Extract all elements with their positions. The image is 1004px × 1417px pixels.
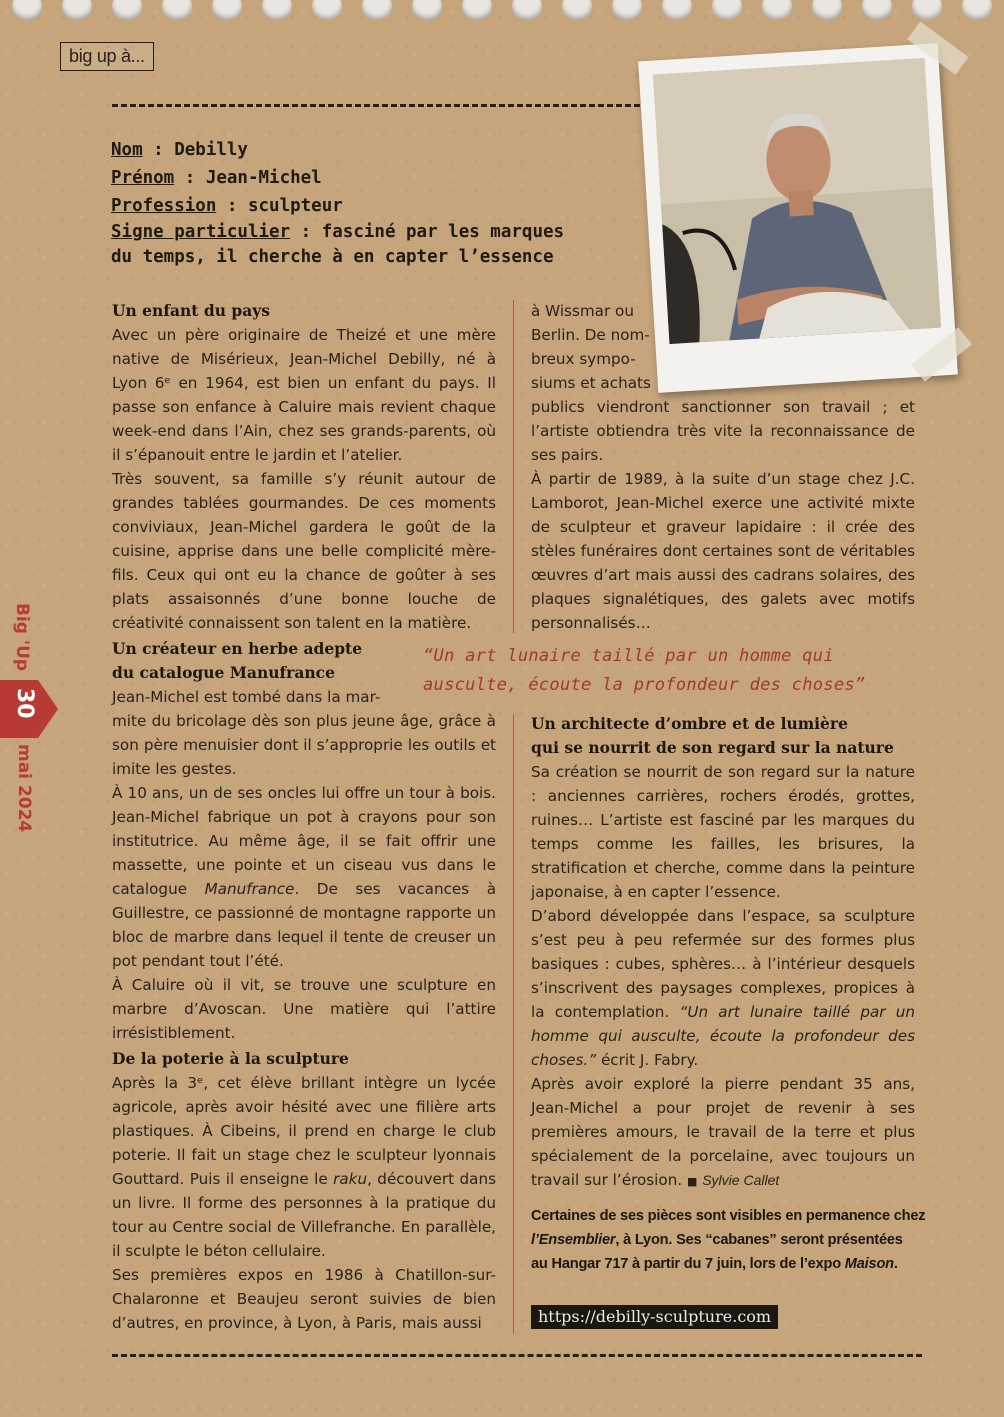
heading-createur-2: du catalogue Manufrance: [112, 663, 335, 682]
heading-architecte: Un architecte d’ombre et de lumière: [531, 714, 848, 733]
emphasis: Manufrance: [204, 880, 295, 898]
tape: [911, 327, 972, 382]
quote-line: “Un art lunaire taillé par un homme qui: [423, 646, 834, 666]
info-text: , à Lyon. Ses “cabanes” seront présentées: [615, 1232, 903, 1248]
profession-label: Profession: [111, 196, 217, 216]
side-date: mai 2024: [14, 744, 34, 833]
info-line: [531, 1252, 931, 1276]
end-mark: ■: [686, 1175, 698, 1188]
page-tab: [0, 680, 58, 738]
spiral-binding: [0, 0, 1004, 26]
column-rule: [513, 300, 514, 633]
column-rule: [513, 714, 514, 1334]
emphasis: Maison: [844, 1256, 894, 1272]
emphasis: raku: [333, 1170, 368, 1188]
left-column: [112, 299, 496, 1335]
side-brand: Big 'Up: [12, 603, 32, 672]
info-text: au Hangar 717 à partir du 7 juin, lors de l’expo: [531, 1256, 841, 1272]
paragraph-text: , découvert dans un livre. Il forme des personnes à la pratique du tour au Centre social de Villefranche. En parallèle, il sculpte le béton cellulaire.: [112, 1170, 496, 1260]
paragraph-line: breux sympo-: [531, 350, 636, 368]
paragraph: [112, 1071, 496, 1263]
paragraph: mite du bricolage dès son plus jeune âge, grâce à son père menuisier dont il s’approprie les outils et imite les gestes.: [112, 712, 496, 778]
heading-poterie: De la poterie à la sculpture: [112, 1049, 349, 1068]
paragraph-text: . De ses vacances à Guillestre, ce passionné de montagne rapporte un bloc de marbre dans lequel il tente de creuser un pot pendant tout l’été.: [112, 880, 497, 970]
heading-architecte-2: qui se nourrit de son regard sur la nature: [531, 738, 894, 757]
info-line: [531, 1228, 931, 1252]
wrap-around-photo: [531, 299, 655, 395]
heading-enfant-du-pays: Un enfant du pays: [112, 301, 270, 320]
nom-value: : Debilly: [142, 140, 248, 160]
paragraph: Très souvent, sa famille s’y réunit autour de grandes tablées gourmandes. De ces moments conviviaux, Jean-Michel gardera le goût de la cuisine, apprise dans une belle complicité mère-fils. Ceux qui ont eu la chance de goûter à ses plats assaisonnés d’une bonne louche de créativité connaissent son talent en la matière.: [112, 470, 496, 632]
profession-value: : sculpteur: [216, 196, 343, 216]
page-number: 30: [12, 688, 37, 719]
paragraph-text: D’abord développée dans l’espace, sa sculpture s’est peu à peu refermée sur des formes plus basiques : cubes, sphères… à l’intérieur desquels s’inscrivent des paysages complexes, propices à la contemplation.: [531, 907, 915, 1021]
paragraph-text: À 10 ans, un de ses oncles lui offre un tour à bois. Jean-Michel fabrique un pot à crayons pour son institutrice. Au même âge, il se fait offrir une massette, une pointe et un ciseau vus dans le catalogue: [112, 784, 496, 898]
paragraph-line: Berlin. De nom-: [531, 326, 650, 344]
right-column-top: [531, 299, 915, 635]
paragraph-line: à Wissmar ou: [531, 302, 634, 320]
website-link[interactable]: https://debilly-sculpture.com: [531, 1305, 778, 1329]
signe-value: : fasciné par les marques: [290, 222, 565, 242]
heading-createur: Un créateur en herbe adepte: [112, 639, 363, 658]
paragraph: publics viendront sanctionner son travail ; et l’artiste obtiendra très vite la reconnaissance de ses pairs.: [531, 398, 915, 464]
paragraph: À partir de 1989, à la suite d’un stage chez J.C. Lamborot, Jean-Michel exerce une activité mixte de sculpteur et graveur lapidaire : il crée des stèles funéraires dont certaines sont de véritables œuvres d’art mais aussi des cadrans solaires, des plaques signalétiques, des galets avec motifs personnalisés…: [531, 470, 915, 632]
paragraph-start: Jean-Michel est tombé dans la mar-: [112, 688, 381, 706]
paragraph-text: Après avoir exploré la pierre pendant 35 ans, Jean-Michel a pour projet de revenir à ses premières amours, le travail de la terre et plus spécialement de la porcelaine, avec toujours un travail sur l’érosion.: [531, 1075, 915, 1189]
paragraph-text: écrit J. Fabry.: [596, 1051, 699, 1069]
right-column-bottom: [531, 712, 915, 1194]
prenom-value: : Jean-Michel: [174, 168, 322, 188]
info-line: Certaines de ses pièces sont visibles en permanence chez: [531, 1208, 926, 1224]
paragraph: À Caluire où il vit, se trouve une sculpture en marbre d’Avoscan. Une matière qui l’attire irrésistiblement.: [112, 976, 496, 1042]
id-card: [111, 136, 651, 270]
signe-label: Signe particulier: [111, 222, 291, 242]
paragraph: Avec un père originaire de Theizé et une mère native de Misérieux, Jean-Michel Debilly, né à Lyon 6ᵉ en 1964, est bien un enfant du pays. Il passe son enfance à Caluire mais revient chaque week-end dans l’Ain, chez ses grands-parents, où il s’épanouit entre le jardin et l’atelier.: [112, 326, 496, 464]
emphasis: l’Ensemblier: [531, 1232, 616, 1248]
exhibition-info: [531, 1204, 931, 1276]
author-credit: Sylvie Callet: [702, 1172, 780, 1188]
paragraph: Ses premières expos en 1986 à Chatillon-sur-Chalaronne et Beaujeu seront suivies de bien d’autres, en province, à Lyon, à Paris, mais aussi: [112, 1266, 496, 1332]
section-badge: big up à...: [60, 42, 154, 71]
quote-line: ausculte, écoute la profondeur des choses”: [423, 675, 866, 695]
emphasis: “Un art lunaire taillé par un homme qui ausculte, écoute la profondeur des choses.”: [531, 1003, 916, 1069]
paragraph: [531, 904, 915, 1072]
paragraph-text: Après la 3ᵉ, cet élève brillant intègre un lycée agricole, après avoir hésité avec une filière arts plastiques. À Cibeins, il prend en charge le club poterie. Il fait un stage chez le sculpteur lyonnais Gouttard. Puis il enseigne le: [112, 1074, 496, 1188]
bottom-divider: [112, 1354, 922, 1357]
pull-quote: [423, 642, 883, 700]
paragraph: [531, 1072, 915, 1194]
paragraph: [112, 781, 496, 973]
signe-value-2: du temps, il cherche à en capter l’essence: [111, 247, 554, 267]
prenom-label: Prénom: [111, 168, 175, 188]
top-divider: [112, 104, 640, 107]
info-text: .: [893, 1256, 898, 1272]
nom-label: Nom: [111, 140, 143, 160]
paragraph-line: siums et achats: [531, 374, 651, 392]
paragraph: Sa création se nourrit de son regard sur la nature : anciennes carrières, rochers érodés, grottes, ruines… L’artiste est fasciné par les marques du temps comme les failles, les brisures, la stratification et cherche, comme dans la peinture japonaise, à en capter l’essence.: [531, 763, 915, 901]
